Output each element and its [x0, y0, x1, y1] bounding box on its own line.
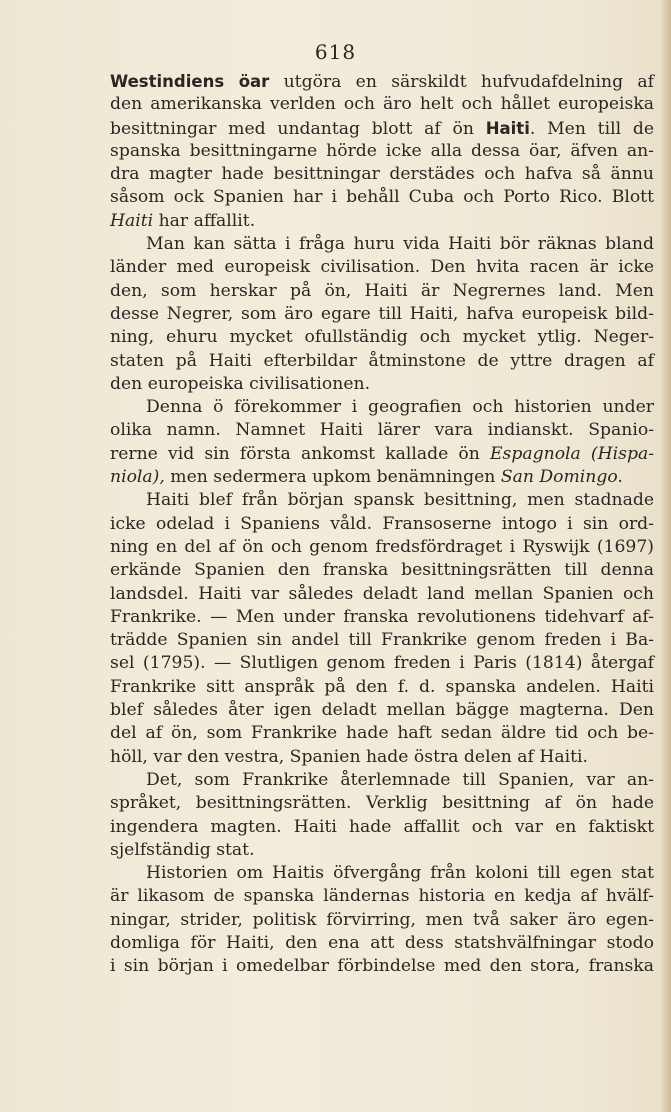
- text-line: [110, 955, 654, 978]
- text-line: [110, 256, 654, 279]
- text-segment: blef således åter igen deladt mellan bägge magterna. Den: [110, 700, 654, 721]
- text-line: [110, 816, 654, 839]
- text-segment: Haiti: [485, 118, 530, 138]
- text-segment: sjelfständig stat.: [110, 839, 255, 860]
- text-line: [110, 466, 654, 489]
- text-segment: sel (1795). — Slutligen genom freden i Paris (1814) återgaf: [110, 653, 654, 674]
- text-line: [110, 489, 654, 512]
- text-segment: domliga för Haiti, den ena att dess statshvälfningar stodo: [110, 932, 654, 953]
- text-segment: Frankrike sitt anspråk på den f. d. spanska andelen. Haiti: [110, 676, 654, 697]
- text-segment: ning, ehuru mycket ofullständig och mycket ytlig. Neger-: [110, 327, 654, 348]
- text-line: [110, 769, 654, 792]
- text-line: [110, 93, 654, 116]
- text-segment: Haiti: [110, 210, 154, 231]
- text-line: [110, 792, 654, 815]
- text-segment: ningar, strider, politisk förvirring, men två saker äro egen-: [110, 909, 654, 930]
- text-segment: San Domingo.: [500, 467, 623, 488]
- text-line: [110, 559, 654, 582]
- text-line: [110, 629, 654, 652]
- text-line: [110, 350, 654, 373]
- text-segment: Denna ö förekommer i geografien och historien under: [146, 397, 654, 418]
- text-segment: Man kan sätta i fråga huru vida Haiti bör räknas bland: [146, 234, 654, 255]
- text-line: [110, 676, 654, 699]
- text-line: [110, 233, 654, 256]
- text-segment: länder med europeisk civilisation. Den hvita racen är icke: [110, 257, 654, 278]
- text-segment: Frankrike. — Men under franska revolutionens tidehvarf af-: [110, 606, 654, 627]
- text-segment: språket, besittningsrätten. Verklig besittning af ön hade: [110, 793, 654, 814]
- text-segment: Westindiens öar: [110, 72, 270, 91]
- text-line: [110, 536, 654, 559]
- text-line: [110, 396, 654, 419]
- text-line: [110, 839, 654, 862]
- text-line: [110, 373, 654, 396]
- text-segment: men sedermera upkom benämningen: [164, 467, 501, 488]
- text-line: [110, 746, 654, 769]
- text-segment: i sin början i omedelbar förbindelse med den stora, franska: [110, 956, 654, 977]
- text-line: [110, 163, 654, 186]
- text-line: [110, 117, 654, 140]
- text-segment: rerne vid sin första ankomst kallade ön: [110, 443, 490, 464]
- page-edge: [661, 0, 671, 1112]
- text-segment: besittningar med undantag blott af ön: [110, 118, 486, 139]
- text-line: [110, 70, 654, 93]
- text-segment: icke odelad i Spaniens våld. Fransoserne intogo i sin ord-: [110, 513, 654, 534]
- text-segment: spanska besittningarne hörde icke alla dessa öar, äfven an-: [110, 140, 654, 161]
- text-segment: trädde Spanien sin andel till Frankrike genom freden i Ba-: [110, 630, 654, 651]
- text-segment: den, som herskar på ön, Haiti är Negrernes land. Men: [110, 280, 654, 301]
- page-number: 618: [314, 40, 357, 64]
- text-segment: erkände Spanien den franska besittningsrätten till denna: [110, 560, 654, 581]
- text-line: [110, 326, 654, 349]
- text-line: [110, 583, 654, 606]
- text-line: [110, 210, 654, 233]
- text-line: [110, 885, 654, 908]
- body-text: [110, 70, 654, 979]
- text-segment: olika namn. Namnet Haiti lärer vara indianskt. Spanio-: [110, 420, 654, 441]
- text-segment: den europeiska civilisationen.: [110, 373, 371, 394]
- text-segment: landsdel. Haiti var således deladt land mellan Spanien och: [110, 583, 654, 604]
- text-segment: Haiti blef från början spansk besittning, men stadnade: [146, 490, 654, 511]
- text-line: [110, 186, 654, 209]
- text-line: [110, 443, 654, 466]
- text-line: [110, 606, 654, 629]
- text-segment: dra magter hade besittningar derstädes och hafva så ännu: [110, 164, 654, 185]
- text-line: [110, 932, 654, 955]
- text-segment: är likasom de spanska ländernas historia en kedja af hvälf-: [110, 886, 654, 907]
- text-line: [110, 303, 654, 326]
- text-segment: har affallit.: [153, 210, 256, 231]
- text-segment: höll, var den vestra, Spanien hade östra delen af Haiti.: [110, 746, 588, 767]
- text-segment: Det, som Frankrike återlemnade till Spanien, var an-: [146, 769, 654, 790]
- text-line: [110, 909, 654, 932]
- text-line: [110, 419, 654, 442]
- text-segment: ingendera magten. Haiti hade affallit och var en faktiskt: [110, 816, 654, 837]
- text-segment: Historien om Haitis öfvergång från koloni till egen stat: [146, 863, 654, 884]
- text-segment: den amerikanska verlden och äro helt och hållet europeiska: [110, 94, 654, 115]
- text-segment: såsom ock Spanien har i behåll Cuba och Porto Rico. Blott: [110, 187, 654, 208]
- text-segment: utgöra en särskildt hufvudafdelning af: [269, 72, 654, 92]
- text-segment: Espagnola (Hispa-: [490, 443, 654, 464]
- text-segment: niola),: [110, 467, 165, 488]
- text-line: [110, 699, 654, 722]
- text-line: [110, 140, 654, 163]
- text-line: [110, 513, 654, 536]
- text-segment: ning en del af ön och genom fredsfördraget i Ryswijk (1697): [110, 536, 654, 557]
- text-line: [110, 862, 654, 885]
- text-line: [110, 722, 654, 745]
- text-segment: desse Negrer, som äro egare till Haiti, hafva europeisk bild-: [110, 303, 654, 324]
- text-line: [110, 280, 654, 303]
- text-segment: . Men till de: [529, 118, 654, 139]
- text-segment: staten på Haiti efterbildar åtminstone de yttre dragen af: [110, 350, 654, 371]
- text-line: [110, 652, 654, 675]
- text-segment: del af ön, som Frankrike hade haft sedan äldre tid och be-: [110, 723, 654, 744]
